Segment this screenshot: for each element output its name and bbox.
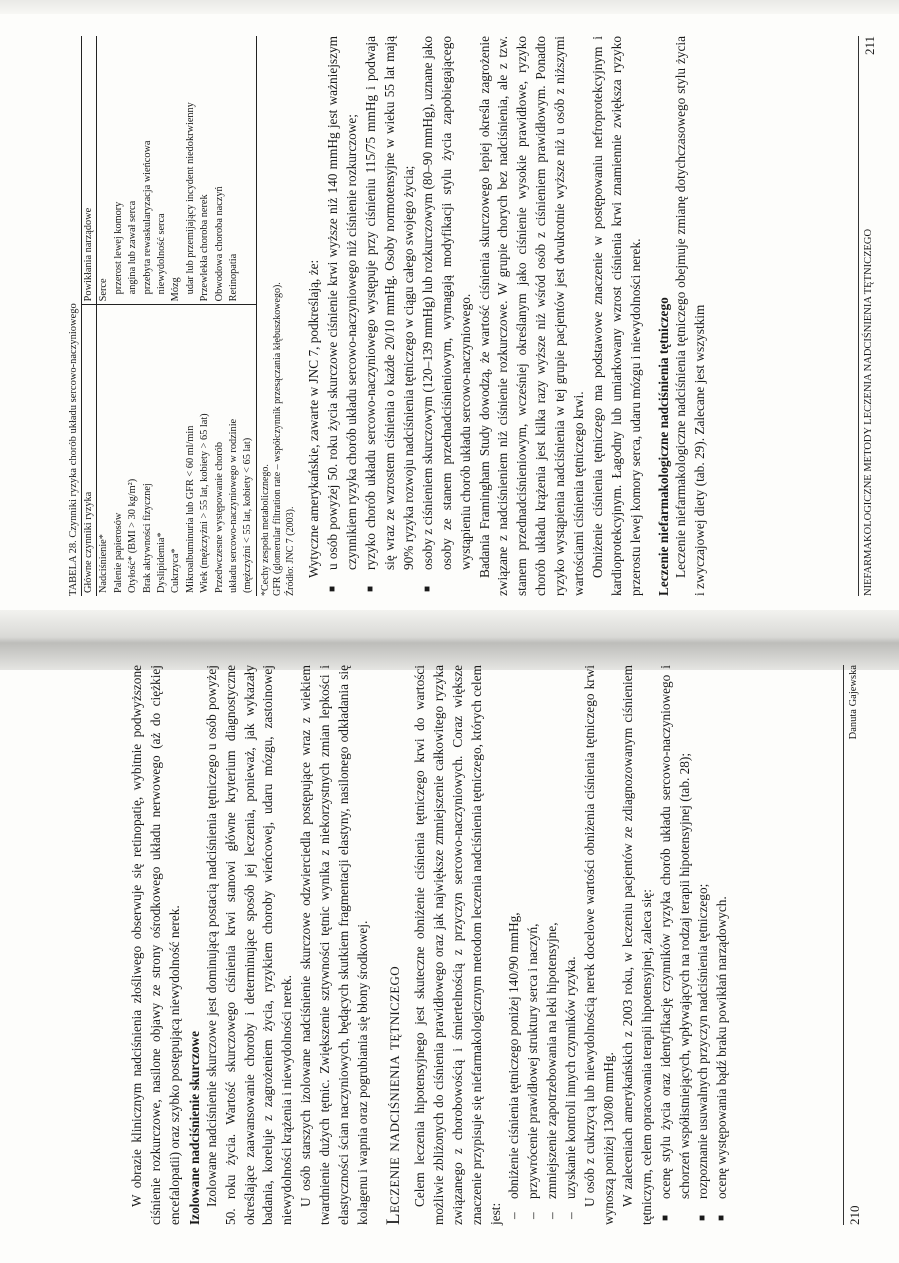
page-number: 211: [862, 36, 877, 56]
running-head: NIEFARMAKOLOGICZNE METODY LECZENIA NADCIŚNIENIA TĘTNICZEGO: [863, 228, 874, 596]
paragraph: Badania Framingham Study dowodzą, że wartość ciśnienia skurczowego lepiej określa zagrożenie związane z nadciśnieniem niż ciśnienie rozkurczowe. W grupie chorych bez nadciśnienia, ale z tzw. stanem przednadciśnieniowym, wcześniej określanym jako ciśnienie wysokie prawidłowe, ryzyko chorób układu krążenia jest kilka razy wyższe niż wśród osób z ciśnieniem prawidłowym. Ponadto ryzyko wystąpienia nadciśnienia w tej grupie pacjentów jest dwukrotnie wyższe niż u osób z niższymi wartościami ciśnienia tętniczego krwi.: [476, 36, 587, 596]
paragraph: W obrazie klinicznym nadciśnienia złośliwego obserwuje się retinopatię, wybitnie podwyższone ciśnienie rozkurczowe, nasilone objawy ze strony ośrodkowego układu nerwowego (aż do ciężkiej encefalopatii) oraz szybko postępującą niewydolność nerek.: [129, 665, 182, 1225]
page-210: [128, 665, 868, 1225]
page-211: [68, 36, 888, 596]
recommendations-list: [657, 665, 733, 1225]
table-cell: angina lub zawał serca: [127, 200, 139, 295]
list-item: – przywrócenie prawidłowej struktury serca i naczyń,: [524, 665, 543, 1225]
table-cell: Wiek (mężczyźni > 55 lat, kobiety > 65 lat): [198, 305, 212, 596]
list-item: – zmniejszenie zapotrzebowania na leki hipotensyjne,: [543, 665, 562, 1225]
table-cell: udar lub przemijający incydent niedokrwienny: [184, 102, 196, 295]
table-cell: Serce: [98, 278, 110, 302]
list-item: ■ ryzyko chorób układu sercowo-naczyniowego występuje przy ciśnieniu 115/75 mmHg i podwaja się wraz ze wzrostem ciśnienia o każde 20/10 mmHg. Osoby normotensyjne w wieku 55 lat mają 90% ryzyka rozwoju nadciśnienia tętniczego w ciągu całego swojego życia;: [362, 36, 419, 596]
author-name: Danuta Gajewska: [848, 665, 859, 740]
table-cell: Przedwczesne występowanie chorób: [213, 305, 227, 596]
section-title: Leczenie nadciśnienia tętniczego: [382, 966, 404, 1225]
scan-top-edge: [0, 0, 899, 14]
table-note: *Cechy zespołu metabolicznego.: [259, 464, 271, 596]
table-cell: Przewlekła choroba nerek: [199, 194, 211, 302]
book-gutter: [0, 610, 899, 670]
table-cell: przerost lewej komory: [112, 201, 124, 295]
table-cell: Nadciśnienie*: [97, 305, 112, 596]
table-cell: niewydolność serca: [156, 213, 168, 295]
table-header-risk: Główne czynniki ryzyka: [82, 305, 97, 596]
table-note: GFR (glomerular filtration rate – współczynnik przesączania kłębuszkowego).: [272, 282, 284, 596]
table-caption: TABELA 28. Czynniki ryzyka chorób układu sercowo-naczyniowego: [68, 303, 79, 596]
table-cell: układu sercowo-naczyniowego w rodzinie: [227, 305, 241, 596]
paragraph: Leczenie niefarmakologiczne nadciśnienia tętniczego obejmuje zmianę dotychczasowego stylu życia i zwyczajowej diety (tab. 29). Zalecane jest wszystkim: [672, 36, 707, 596]
table-cell: Retinopatia: [228, 253, 240, 302]
paragraph: Wytyczne amerykańskie, zawarte w JNC 7, podkreślają, że:: [306, 259, 322, 578]
table-cell: (mężczyźni < 55 lat, kobiety < 65 lat): [241, 305, 256, 596]
list-item: – obniżenie ciśnienia tętniczego poniżej 140/90 mmHg,: [505, 665, 524, 1225]
paragraph: Izolowane nadciśnienie skurczowe jest dominującą postacią nadciśnienia tętniczego u osób powyżej 50. roku życia. Wartość skurczowego ciśnienia krwi stanowi główne kryterium diagnostyczne określające zaawansowanie choroby i determinujące sposób jej leczenia, ponieważ, jak wykazały badania, koreluje z zagrożeniem życia, ryzykiem choroby wieńcowej, udaru mózgu, zastoinowej niewydolności krążenia i niewydolności nerek.: [203, 665, 295, 1225]
list-item: ■ rozpoznanie usuwalnych przyczyn nadciśnienia tętniczego;: [694, 665, 713, 1225]
page-number: 210: [847, 1205, 862, 1225]
list-item: ■ ocenę stylu życia oraz identyfikację czynników ryzyka chorób układu sercowo-naczyniowego i schorzeń współistniejących, wpływających na rodzaj terapii hipotensyjnej (tab. 28);: [657, 665, 695, 1225]
goals-list: [505, 665, 581, 1225]
table-cell: Mózg: [170, 277, 182, 302]
paragraph: Obniżenie ciśnienia tętniczego ma podstawowe znaczenie w postępowaniu nefroprotekcyjnym i kardioprotekcyjnym. Łagodny lub umiarkowany wzrost ciśnienia krwi znamiennie zwiększa ryzyko przerostu lewej komory serca, udaru mózgu i niewydolności nerek.: [589, 36, 643, 596]
list-item: ■ u osób powyżej 50. roku życia skurczowe ciśnienie krwi wyższe niż 140 mmHg jest ważniejszym czynnikiem ryzyka chorób układu sercowo-naczyniowego niż ciśnienie rozkurczowe;: [324, 36, 362, 596]
paragraph: U osób z cukrzycą lub niewydolnością nerek docelowe wartości obniżenia ciśnienia tętniczego krwi wynoszą poniżej 130/80 mmHg.: [582, 665, 616, 1225]
table-cell: Mikroalbuminuria lub GFR < 60 ml/min: [184, 305, 198, 596]
paragraph: Celem leczenia hipotensyjnego jest skuteczne obniżenie ciśnienia tętniczego krwi do wartości możliwie zbliżonych do ciśnienia prawidłowego oraz jak największe zmniejszenie całkowitego ryzyka związanego z chorobowością i śmiertelnością z przyczyn sercowo-naczyniowych. Coraz większe znaczenie przypisuje się niefarmakologicznym metodom leczenia nadciśnienia tętniczego, których celem jest:: [411, 665, 503, 1225]
page-footer: [858, 36, 877, 596]
table-cell: Obwodowa choroba naczyń: [213, 186, 225, 302]
table-cell: [241, 36, 256, 305]
paragraph: U osób starszych izolowane nadciśnienie skurczowe odzwierciedla postępujące wraz z wiekiem twardnienie dużych tętnic. Zwiększenie sztywności tętnic wynika z niekorzystnych zmian lepkości i elastyczności ścian naczyniowych, będących skutkiem fragmentacji elastyny, nasilonego odkładania się kolagenu i wapnia oraz pogrubiania się błony środkowej.: [298, 665, 370, 1225]
jnc-list: [324, 36, 475, 596]
table-source: Źródło: JNC 7 (2003).: [284, 506, 296, 596]
table-cell: Palenie papierosów: [112, 305, 126, 596]
subheading: Izolowane nadciśnienie skurczowe: [186, 1030, 202, 1225]
table-cell: Otyłość* (BMI > 30 kg/m²): [126, 305, 140, 596]
list-item: ■ osoby z ciśnieniem skurczowym (120–139 mmHg) lub rozkurczowym (80–90 mmHg), uznane jako osoby ze stanem przednadciśnieniowym, wymagają modyfikacji stylu życia zapobiegającego wystąpieniu chorób układu sercowo-naczyniowego.: [419, 36, 476, 596]
table-cell: Brak aktywności fizycznej: [141, 305, 155, 596]
list-item: – uzyskanie kontroli innych czynników ryzyka.: [562, 665, 581, 1225]
page-footer: [843, 665, 862, 1225]
table-cell: Cukrzyca*: [169, 305, 183, 596]
table-cell: przebyta rewaskularyzacja wieńcowa: [141, 140, 153, 295]
paragraph: W zaleceniach amerykańskich z 2003 roku, w leczeniu pacjentów ze zdiagnozowanym ciśnieniem tętniczym, celem opracowania terapii hipotensyjnej, zaleca się:: [619, 665, 654, 1225]
table-header-complications: Powikłania narządowe: [82, 36, 97, 305]
risk-factor-table: [81, 36, 257, 596]
list-item: ■ ocenę występowania bądź braku powikłań narządowych.: [713, 665, 732, 1225]
table-cell: Dyslipidemia*: [155, 305, 169, 596]
subheading: Leczenie niefarmakologiczne nadciśnienia tętniczego: [655, 297, 671, 596]
